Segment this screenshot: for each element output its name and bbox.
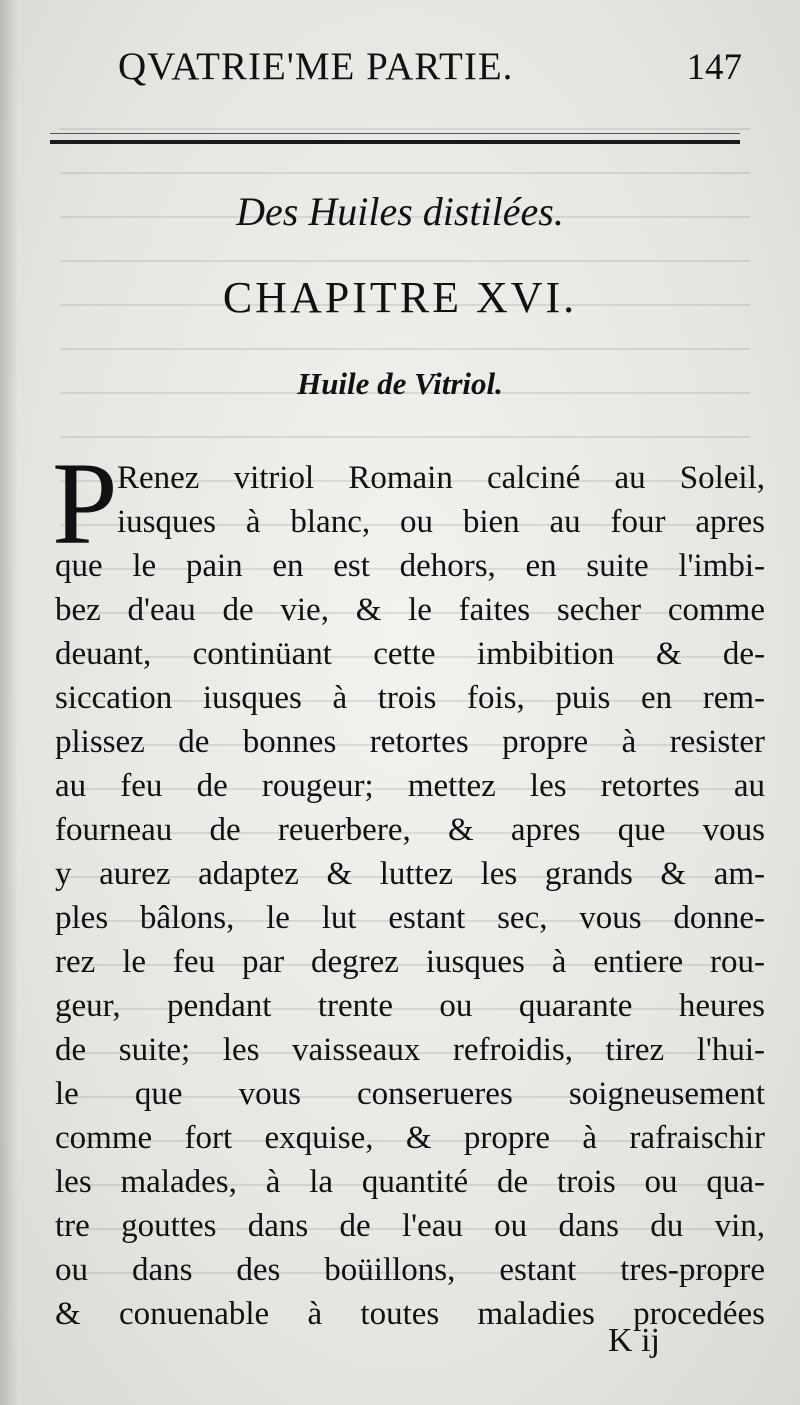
body-line: rez le feu par degrez iusques à entiere rou- [55, 944, 765, 980]
body-line: les malades, à la quantité de trois ou qua- [55, 1164, 765, 1200]
body-line: siccation iusques à trois fois, puis en rem- [55, 680, 765, 716]
page-header [110, 38, 750, 98]
body-line: & conuenable à toutes maladies procedées [55, 1296, 765, 1332]
body-line: que le pain en est dehors, en suite l'imbi- [55, 548, 765, 584]
body-line: Renez vitriol Romain calciné au Soleil, [117, 460, 765, 496]
body-line: de suite; les vaisseaux refroidis, tirez l'hui- [55, 1032, 765, 1068]
chapter-title: CHAPITRE XVI. [222, 273, 578, 322]
header-rule-thin [50, 133, 740, 134]
body-line: y aurez adaptez & luttez les grands & am- [55, 856, 765, 892]
page-number: 147 [686, 47, 742, 88]
running-head: QVATRIE'ME PARTIE. [118, 45, 514, 88]
signature-mark: K ij [608, 1322, 660, 1359]
section-title: Des Huiles distilées. [236, 189, 564, 234]
chapter-subtitle: Huile de Vitriol. [297, 366, 503, 401]
body-line: iusques à blanc, ou bien au four apres [117, 504, 765, 540]
body-line: geur, pendant trente ou quarante heures [55, 988, 765, 1024]
body-line: tre gouttes dans de l'eau ou dans du vin, [55, 1208, 765, 1244]
body-line: ples bâlons, le lut estant sec, vous donne- [55, 900, 765, 936]
body-line: bez d'eau de vie, & le faites secher comme [55, 592, 765, 628]
drop-cap: P [52, 438, 118, 569]
body-line: comme fort exquise, & propre à rafraischir [55, 1120, 765, 1156]
header-rule [50, 140, 740, 144]
body-line: le que vous conserueres soigneusement [55, 1076, 765, 1112]
body-line: ou dans des boüillons, estant tres-propre [55, 1252, 765, 1288]
body-line: deuant, continüant cette imbibition & de- [55, 636, 765, 672]
body-line: plissez de bonnes retortes propre à resister [55, 724, 765, 760]
body-line: au feu de rougeur; mettez les retortes au [55, 768, 765, 804]
body-line: fourneau de reuerbere, & apres que vous [55, 812, 765, 848]
